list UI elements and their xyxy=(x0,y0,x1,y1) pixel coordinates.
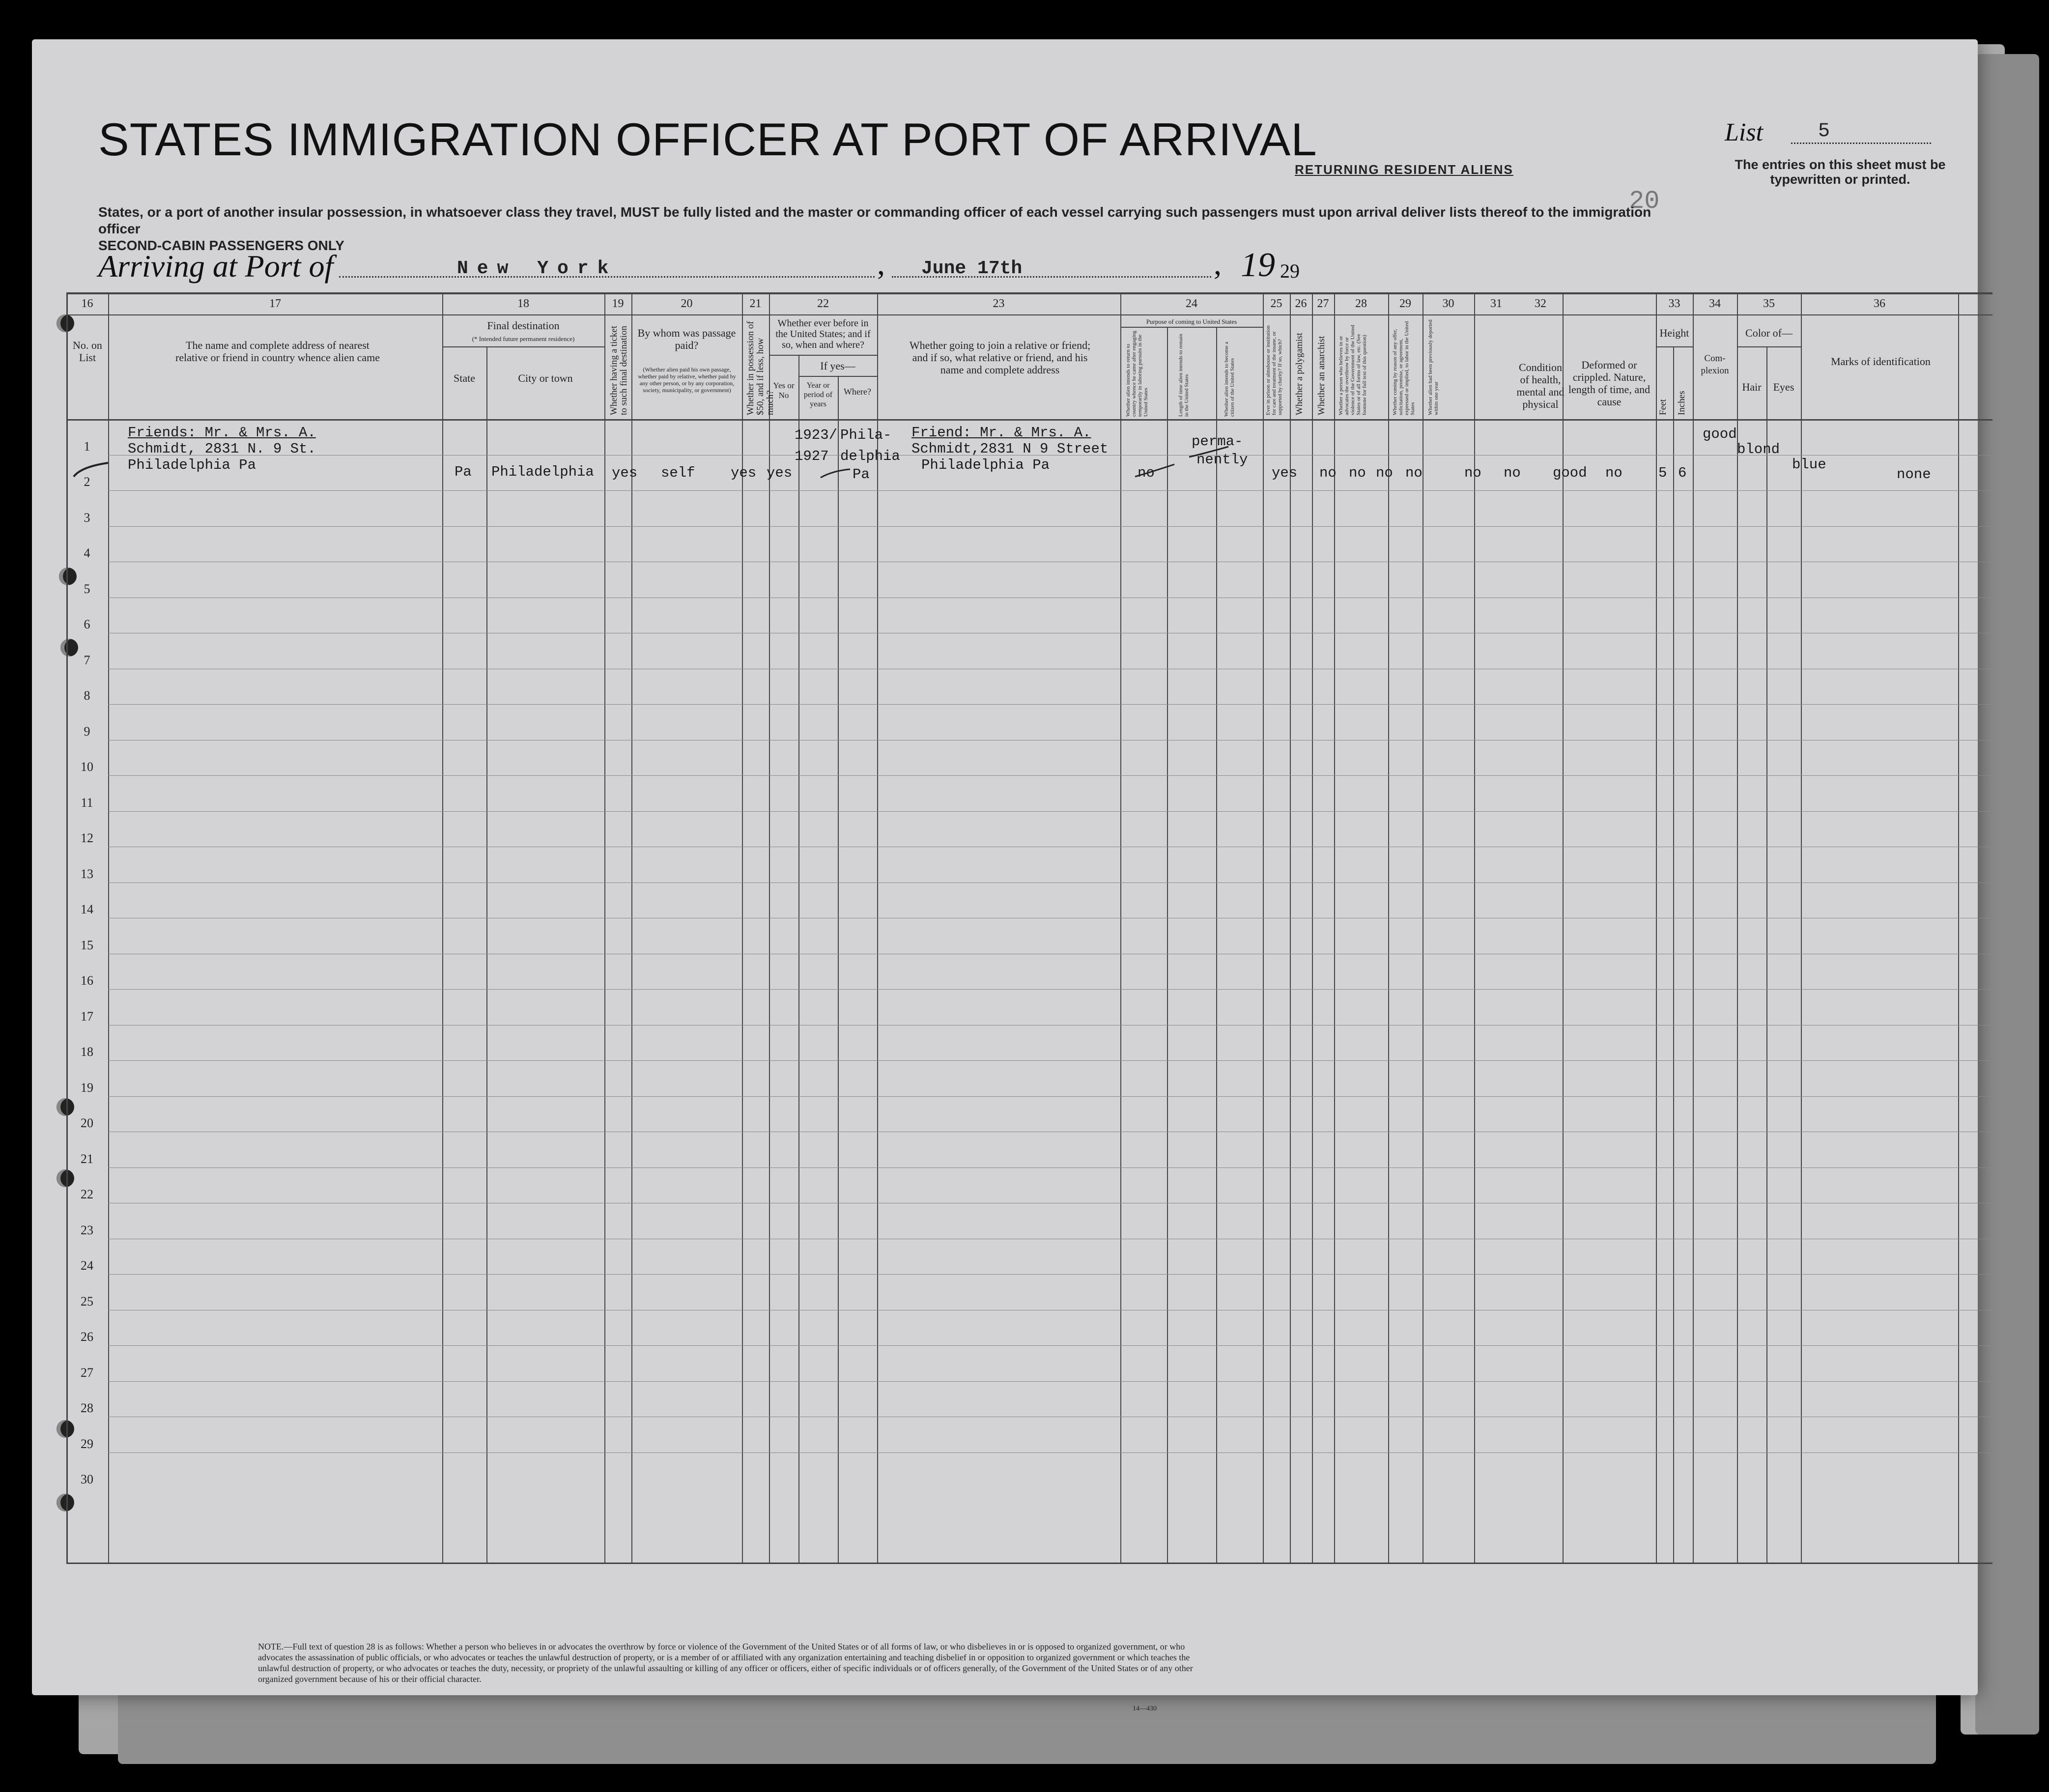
colnum: 34 xyxy=(1709,297,1721,310)
row-number: 6 xyxy=(84,617,90,631)
row-number: 18 xyxy=(81,1045,93,1059)
entry-fifty: yes xyxy=(731,465,757,481)
col-rule xyxy=(1693,292,1694,1563)
row-number: 22 xyxy=(81,1187,93,1201)
relative-line-2: Schmidt, 2831 N. 9 St. xyxy=(128,441,316,457)
hdr-state: State xyxy=(454,372,475,384)
hdr-citizen-intent: Whether alien intends to become a citizen of the United States xyxy=(1224,341,1235,417)
stamp-number: 20 xyxy=(1629,187,1660,216)
entry-length-1: perma- xyxy=(1192,433,1243,450)
row-rule xyxy=(108,526,1992,527)
row-rule xyxy=(108,597,1992,598)
check-mark-icon xyxy=(71,457,111,482)
col-rule xyxy=(66,292,68,1563)
row-rule xyxy=(108,1452,1992,1453)
hdr-polygamist: Whether a polygamist xyxy=(1294,333,1305,415)
row-number: 1 xyxy=(84,439,90,454)
row-number: 27 xyxy=(81,1365,93,1380)
comma-1: , xyxy=(877,246,885,281)
col-rule-sub xyxy=(1766,346,1767,1563)
hdr-yes-no: Yes or No xyxy=(773,381,795,400)
colnum: 23 xyxy=(993,297,1005,310)
hdr-city: City or town xyxy=(518,372,573,384)
row-number: 5 xyxy=(84,581,90,596)
list-label: List xyxy=(1725,118,1764,146)
col-rule xyxy=(769,292,770,1563)
col-rule xyxy=(631,292,632,1563)
col-rule xyxy=(1474,292,1475,1563)
year-prefix: 19 xyxy=(1241,246,1275,284)
row-rule xyxy=(108,775,1992,776)
colnum: 33 xyxy=(1668,297,1680,310)
hdr-feet: Feet xyxy=(1658,399,1668,415)
col-rule xyxy=(1388,292,1389,1563)
row-rule xyxy=(108,1274,1992,1275)
row-rule xyxy=(108,1096,1992,1097)
entry-inches: 6 xyxy=(1678,465,1687,481)
row-number: 14 xyxy=(81,902,93,916)
check-mark-icon xyxy=(1133,462,1177,482)
hdr-hair: Hair xyxy=(1742,381,1762,393)
subhdr-rule-22 xyxy=(769,355,877,356)
colnum: 25 xyxy=(1270,297,1282,310)
colnum: 30 xyxy=(1442,297,1454,310)
typewritten-note: The entries on this sheet must be typewritten or printed. xyxy=(1735,157,1946,187)
list-number: 5 xyxy=(1791,120,1931,144)
row-number: 20 xyxy=(81,1116,93,1130)
manifest-table xyxy=(66,292,1992,1599)
comma-2: , xyxy=(1214,246,1222,281)
hdr-return-intent: Whether alien intends to return to country whence he came after engaging temporarily in laboring pursuits in the United States xyxy=(1125,331,1149,417)
header-bottom-rule xyxy=(66,419,1992,421)
row-number: 8 xyxy=(84,688,90,703)
entry-q28: no xyxy=(1405,465,1423,481)
row-number: 11 xyxy=(81,795,93,810)
col-rule xyxy=(1656,292,1657,1563)
form-subtitle: RETURNING RESIDENT ALIENS xyxy=(1295,162,1513,177)
colnum: 29 xyxy=(1399,297,1411,310)
colnum: 36 xyxy=(1874,297,1885,310)
hdr-offer: Whether coming by reason of any offer, solicitation, promise, or agreement, expressed or implied, to labor in the United States xyxy=(1392,321,1416,415)
cabin-class: SECOND-CABIN PASSENGERS ONLY xyxy=(98,238,344,253)
entry-polygamist: no xyxy=(1349,465,1366,481)
row-number: 30 xyxy=(81,1472,93,1486)
col-rule xyxy=(1958,292,1959,1563)
hdr-paid-by: By whom was passage paid? xyxy=(637,327,736,351)
hdr-health: Condition of health, mental and physical xyxy=(1516,361,1565,410)
col-rule xyxy=(1290,292,1291,1563)
row-rule xyxy=(108,882,1992,883)
row-number: 26 xyxy=(81,1330,93,1344)
hdr-fifty-dollars: Whether in possession of $50, and if less, how much? xyxy=(745,321,775,415)
year-suffix: 29 xyxy=(1280,260,1300,282)
row-number: 3 xyxy=(84,510,90,525)
hdr-color-of: Color of— xyxy=(1745,327,1793,339)
col-rule xyxy=(604,292,605,1563)
row-number: 17 xyxy=(81,1009,93,1024)
check-mark-icon xyxy=(818,467,853,482)
col-rule xyxy=(1263,292,1264,1563)
colnum: 19 xyxy=(612,297,624,310)
col-rule xyxy=(1312,292,1313,1563)
entry-years-1: 1923/ xyxy=(795,427,838,443)
colnum: 26 xyxy=(1295,297,1307,310)
colnum: 22 xyxy=(817,297,829,310)
entry-where-1: Phila- xyxy=(840,427,892,443)
entry-complexion: good xyxy=(1703,426,1737,442)
manifest-sheet xyxy=(32,39,1978,1712)
colnum: 18 xyxy=(517,297,529,310)
row-number: 4 xyxy=(84,546,90,560)
entry-length-2: nently xyxy=(1196,452,1248,468)
hdr-deformed: Deformed or crippled. Nature, length of time, and cause xyxy=(1568,359,1651,408)
join-line-3: Philadelphia Pa xyxy=(921,457,1050,473)
join-line-1: Friend: Mr. & Mrs. A. xyxy=(911,425,1091,441)
entry-state: Pa xyxy=(455,464,472,480)
row-number: 10 xyxy=(81,760,93,774)
entry-offer: no xyxy=(1464,465,1481,481)
entry-feet: 5 xyxy=(1658,465,1667,481)
col-rule-sub xyxy=(838,376,839,1563)
col-rule xyxy=(1563,292,1564,1563)
entry-city: Philadelphia xyxy=(491,464,594,480)
col-rule xyxy=(742,292,743,1563)
colnum: 21 xyxy=(749,297,762,310)
colnum: 35 xyxy=(1763,297,1775,310)
row-number: 23 xyxy=(81,1223,93,1237)
row-number: 13 xyxy=(81,866,93,881)
subhdr-rule-33 xyxy=(1656,346,1693,347)
arriving-label: Arriving at Port of xyxy=(98,249,334,284)
entry-eyes: blue xyxy=(1792,456,1826,473)
hdr-height: Height xyxy=(1659,327,1689,339)
entry-deformed: no xyxy=(1605,465,1622,481)
entry-where-3: Pa xyxy=(853,466,870,483)
entry-return-intent: no xyxy=(1138,465,1155,481)
row-number: 9 xyxy=(84,724,90,739)
entry-paid-by: self xyxy=(661,465,695,481)
entry-health: good xyxy=(1553,465,1587,481)
relative-line-3: Philadelphia Pa xyxy=(128,457,256,473)
col-rule xyxy=(108,292,109,1563)
col-rule xyxy=(442,292,443,1563)
colnum: 17 xyxy=(269,297,281,310)
hdr-year: Year or period of years xyxy=(803,381,833,408)
hdr-relative: The name and complete address of nearest relative or friend in country whence alien came xyxy=(175,339,380,364)
row-number: 2 xyxy=(84,475,90,489)
row-rule xyxy=(108,1381,1992,1382)
row-rule xyxy=(108,989,1992,990)
hdr-final-destination: Final destination xyxy=(487,319,560,332)
row-rule xyxy=(108,704,1992,705)
hdr-if-yes: If yes— xyxy=(820,360,855,372)
entry-before: yes xyxy=(767,465,793,481)
row-number: 29 xyxy=(81,1436,93,1451)
hdr-no-on-list: No. on List xyxy=(73,339,102,364)
hdr-inches: Inches xyxy=(1677,391,1687,415)
hdr-eyes: Eyes xyxy=(1773,381,1794,393)
row-number: 15 xyxy=(81,938,93,952)
entry-where-2: delphia xyxy=(840,448,900,464)
hdr-purpose: Purpose of coming to United States xyxy=(1146,318,1237,325)
hdr-ticket: Whether having a ticket to such final destination xyxy=(609,325,629,415)
row-number: 16 xyxy=(81,973,93,988)
row-rule xyxy=(108,1060,1992,1061)
entry-ticket: yes xyxy=(612,465,638,481)
colnum: 31 xyxy=(1490,297,1502,310)
col-rule xyxy=(877,292,878,1563)
entry-prison: no xyxy=(1319,465,1337,481)
col-rule-sub xyxy=(1167,327,1168,1563)
row-number: 12 xyxy=(81,831,93,845)
col-rule-sub xyxy=(1673,346,1674,1563)
entry-anarchist: no xyxy=(1376,465,1393,481)
row-rule xyxy=(108,1167,1992,1168)
hdr-length-of-stay: Length of time alien intends to remain in the United States xyxy=(1178,334,1190,417)
hdr-anarchist: Whether an anarchist xyxy=(1316,336,1327,415)
colnum: 16 xyxy=(81,297,93,310)
col-rule xyxy=(1737,292,1738,1563)
row-number: 25 xyxy=(81,1294,93,1308)
port-field: New York xyxy=(339,258,875,278)
hdr-paid-by-note: (Whether alien paid his own passage, whether paid by relative, whether paid by any other person, or by any corporation, society, municipality, or government) xyxy=(638,366,736,394)
entry-deported: no xyxy=(1504,465,1521,481)
relative-line-1: Friends: Mr. & Mrs. A. xyxy=(128,425,316,441)
hdr-join-relative: Whether going to join a relative or friend; and if so, what relative or friend, and his name and complete address xyxy=(909,339,1091,376)
col-rule-sub xyxy=(486,346,487,1563)
subhdr-rule-18 xyxy=(442,346,604,347)
table-top-rule xyxy=(66,292,1992,294)
hdr-final-destination-note: (* Intended future permanent residence) xyxy=(472,335,575,342)
entry-citizen: yes xyxy=(1272,465,1298,481)
hdr-prison: Ever in prison or almshouse or institution for care and treatment of the insane, or supported by charity? If so, which? xyxy=(1265,325,1283,415)
date-field: June 17th xyxy=(892,258,1211,278)
entry-hair: blond xyxy=(1737,441,1780,457)
row-number: 19 xyxy=(81,1080,93,1095)
form-number: 14—430 xyxy=(1133,1705,1157,1712)
row-number: 28 xyxy=(81,1401,93,1415)
hdr-where: Where? xyxy=(844,387,871,397)
row-rule xyxy=(108,1345,1992,1346)
row-rule xyxy=(108,811,1992,812)
col-rule xyxy=(1120,292,1121,1563)
colnum: 24 xyxy=(1186,297,1197,310)
colnum: 20 xyxy=(681,297,693,310)
subhdr-rule-35 xyxy=(1737,346,1801,347)
colnum: 32 xyxy=(1535,297,1546,310)
hdr-marks: Marks of identification xyxy=(1831,355,1931,368)
row-rule xyxy=(108,490,1992,491)
hdr-before-in-us: Whether ever before in the United States; and if so, when and where? xyxy=(775,318,871,350)
hdr-complexion: Com-plexion xyxy=(1701,353,1729,376)
row-number: 21 xyxy=(81,1151,93,1166)
hdr-q28: Whether a person who believes in or advocates the overthrow by force or violence of the Government of the United States or of all forms of law, etc. (See footnote for full text of this question) xyxy=(1338,325,1367,415)
col-rule xyxy=(1801,292,1802,1563)
colnum: 27 xyxy=(1317,297,1329,310)
table-bottom-rule xyxy=(66,1563,1992,1564)
page-stack-bottom-2 xyxy=(118,1690,1936,1764)
check-mark-icon xyxy=(1187,445,1231,459)
col-rule-sub xyxy=(1216,327,1217,1563)
hdr-deported: Whether alien had been previously deported within one year xyxy=(1427,319,1439,415)
footnote: NOTE.—Full text of question 28 is as follows: Whether a person who believes in or advocates the overthrow by force or violence of the Government of the United States or of all forms of law, or who disbelieves in or is opposed to organized government, or who advocates the assassination of public officials, or who advocates or teaches the unlawful destruction of property, or is a member of or affiliated with any organization entertaining and teaching disbelief in or opposition to organized government or which teaches the unlawful destruction of property, or who advocates or teaches the duty, necessity, or propriety of the unlawful assaulting or killing of any officer or officers, either of specific individuals or of officers generally, of the Government of the United States or of any other organized government because of his or their official character. xyxy=(258,1642,1193,1684)
subhdr-rule-24 xyxy=(1120,327,1263,328)
col-rule xyxy=(1334,292,1335,1563)
row-number: 24 xyxy=(81,1258,93,1273)
form-title: STATES IMMIGRATION OFFICER AT PORT OF ARRIVAL xyxy=(98,114,1317,165)
colnum: 28 xyxy=(1355,297,1367,310)
join-line-2: Schmidt,2831 N 9 Street xyxy=(911,441,1109,457)
column-number-rule xyxy=(66,314,1992,315)
row-number: 7 xyxy=(84,653,90,667)
entry-years-2: 1927 xyxy=(795,448,829,464)
instructions-text: States, or a port of another insular possession, in whatsoever class they travel, MUST be fully listed and the master or commanding officer of each vessel carrying such passengers must upon arrival deliver lists thereof to the immigration officer xyxy=(98,204,1651,236)
entry-marks: none xyxy=(1897,466,1931,483)
